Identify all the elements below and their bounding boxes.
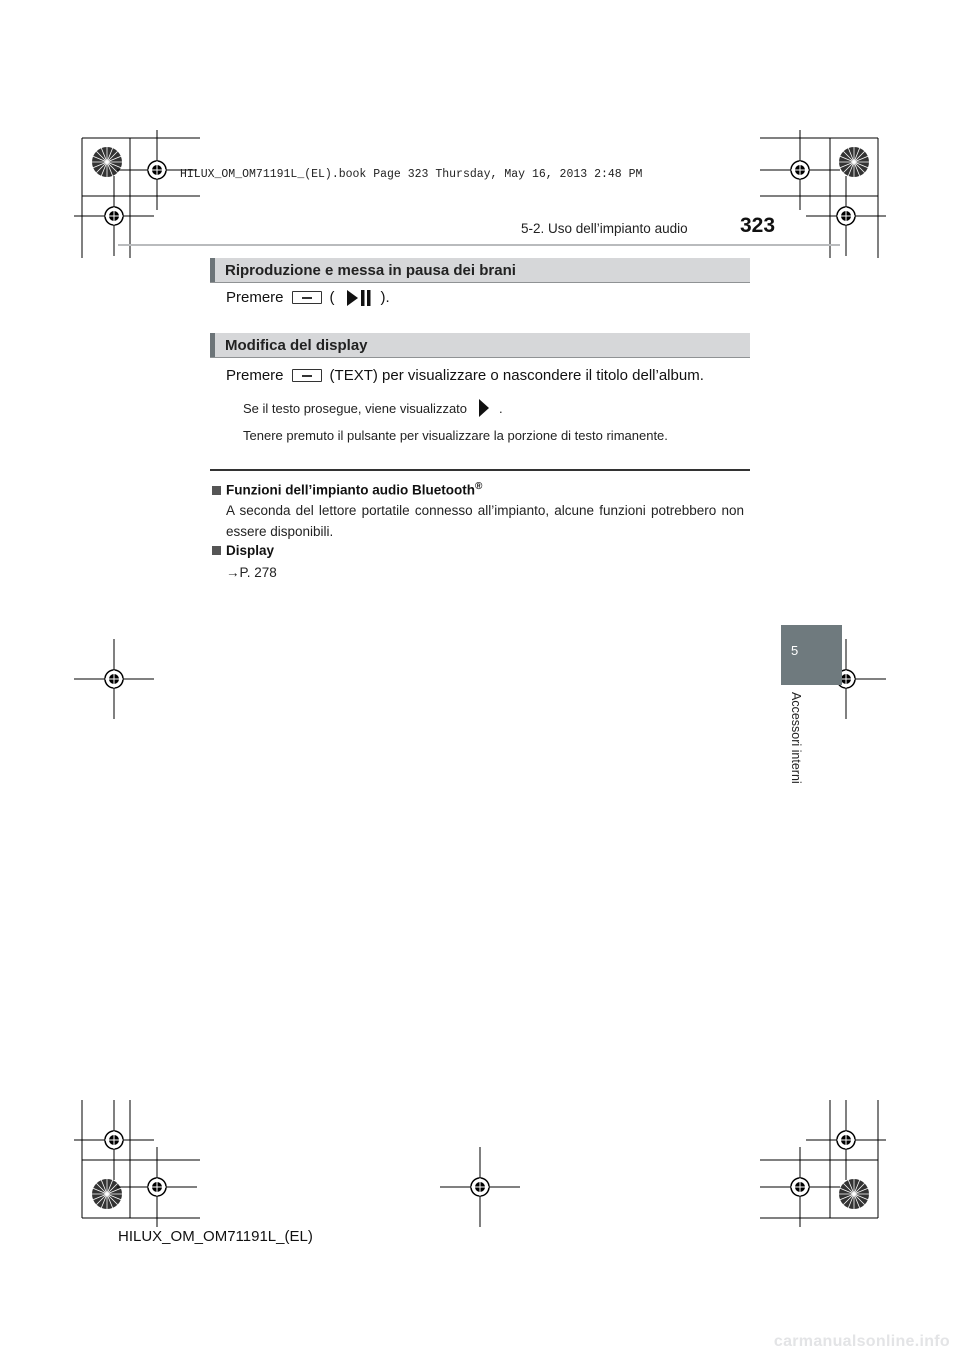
note-body-bluetooth: A seconda del lettore portatile connesso all’impianto, alcune funzioni potrebbero non essere disponibili. (226, 503, 744, 539)
square-bullet-icon (212, 546, 221, 555)
watermark-text: carmanualsonline.info (773, 1333, 950, 1350)
note-heading-bluetooth (212, 481, 482, 498)
section-heading-text: Modifica del display (225, 337, 368, 354)
playback-instruction (226, 289, 390, 306)
subnote-end: . (499, 400, 503, 416)
play-pause-icon (347, 290, 371, 306)
footer-code: HILUX_OM_OM71191L_(EL) (118, 1228, 313, 1245)
note-title: Display (226, 543, 275, 558)
book-stamp: HILUX_OM_OM71191L_(EL).book Page 323 Thursday, May 16, 2013 2:48 PM (180, 168, 643, 181)
page-number: 323 (740, 214, 776, 237)
section-heading-playback (210, 258, 750, 283)
chapter-label: Accessori interni (789, 692, 803, 784)
instruction-prefix: Premere (226, 289, 284, 306)
note-heading-display (212, 543, 274, 558)
note-title: Funzioni dell’impianto audio Bluetooth (226, 482, 475, 498)
subnote-text: Se il testo prosegue, viene visualizzato (243, 400, 468, 416)
section-heading-display (210, 333, 750, 358)
continue-arrow-icon (479, 399, 489, 417)
notes-divider (210, 469, 750, 471)
key-button-icon (292, 369, 322, 382)
section-label: 5-2. Uso dell’impianto audio (521, 221, 688, 236)
watermark-strip (0, 1330, 960, 1358)
heading-accent (210, 333, 215, 357)
note-body-display: →P. 278 (226, 565, 277, 580)
display-subnote-2 (243, 428, 668, 443)
paren-open: ( (329, 289, 335, 306)
paren-close: ). (380, 289, 390, 306)
heading-accent (210, 258, 215, 282)
square-bullet-icon (212, 486, 221, 495)
key-button-icon (292, 291, 322, 304)
display-subnote-1 (243, 399, 503, 417)
instruction-prefix: Premere (226, 367, 284, 384)
header-rule (118, 244, 840, 246)
chapter-tab (781, 625, 842, 685)
display-instruction (226, 367, 704, 384)
instruction-text: (TEXT) per visualizzare o nascondere il titolo dell’album. (329, 367, 704, 384)
section-heading-text: Riproduzione e messa in pausa dei brani (225, 262, 516, 279)
registered-mark: ® (474, 481, 483, 492)
chapter-number: 5 (791, 643, 799, 658)
subnote-text: Tenere premuto il pulsante per visualizzare la porzione di testo rimanente. (243, 428, 668, 443)
